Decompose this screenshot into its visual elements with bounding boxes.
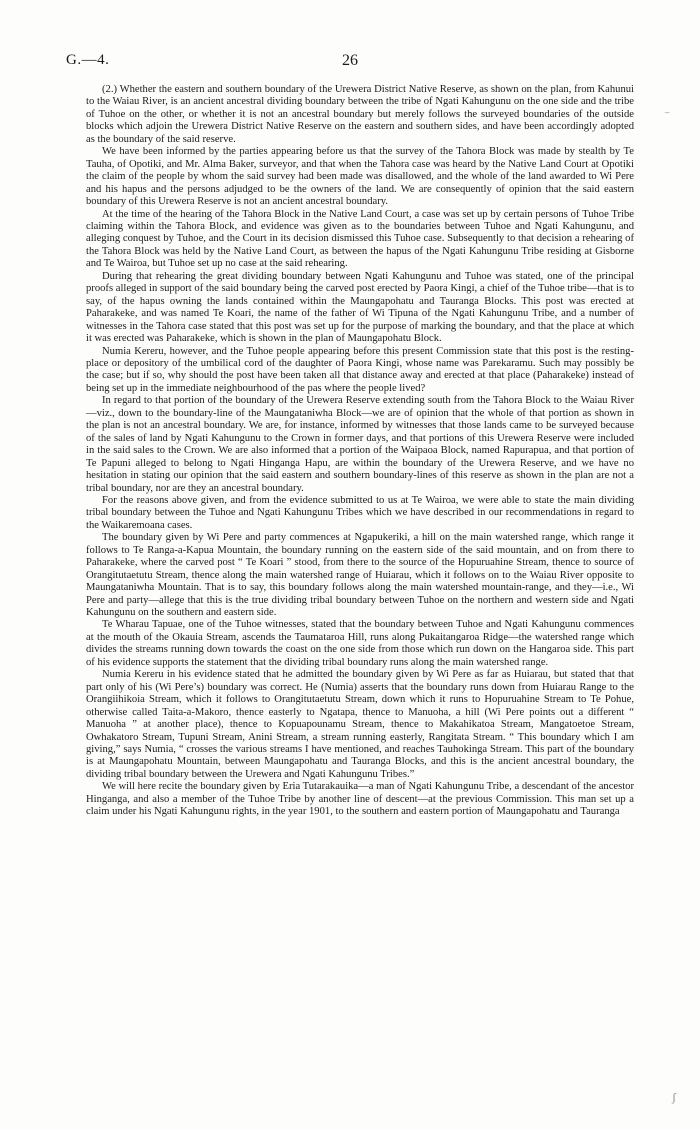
paragraph: Te Wharau Tapuae, one of the Tuhoe witnesses, stated that the boundary between Tuhoe and Ngati Kahungunu commences at the mouth of the Okauia Stream, ascends the Taumataroa Hill, runs along Pukaitangaroa Ridge—the watershed range which divides the streams running down towards the coast on the one side from those which run down on the Hangaroa side. This part of his evidence supports the statement that the dividing tribal boundary runs along the main watershed range. bbox=[86, 619, 634, 668]
paragraph: During that rehearing the great dividing boundary between Ngati Kahungunu and Tuhoe was stated, one of the principal proofs alleged in support of the said boundary being the carved post erected by Paora Kingi, a chief of the Tuhoe tribe—that is to say, of the hapus owning the lands contained within the Maungapohatu and Tauranga Blocks. This post was erected at Paharakeke, and was named Te Koari, the name of the father of Wi Tipuna of the Ngati Kahungunu Tribe, and a number of witnesses in the Tahora case stated that this post was set up for the purpose of marking the boundary, and that the place at which it was erected was Paharakeke, which is shown in the plan of Maungapohatu Block. bbox=[86, 270, 634, 345]
margin-tick-mark: ⁻ bbox=[664, 108, 671, 122]
page-header bbox=[66, 52, 634, 72]
paragraph: Numia Kereru in his evidence stated that he admitted the boundary given by Wi Pere as far as Huiarau, but stated that that part only of his (Wi Pere’s) boundary was correct. He (Numia) asserts that the boundary runs down from Huiarau Range to the Orangiihikoia Stream, which it follows to Orangitutaetutu Stream, down which it runs to Hopuruahine Stream to Te Pohue, otherwise called Taita-a-Makoro, thence easterly to Ngatapa, thence to Manuoha, a hill (Wi Pere points out a different “ Manuoha ” at another place), thence to Kopuapounamu Stream, thence to Makahikatoa Stream, Mangatoetoe Stream, Owhakatoro Stream, Tupuni Stream, Anini Stream, a stream running easterly, Rangitata Stream. “ This boundary which I am giving,” says Numia, “ crosses the various streams I have mentioned, and reaches Tauhokinga Stream. This part of the boundary is at Maungapohatu Mountain, between Maungapohatu and Tauranga Blocks, and this is the ancient ancestral boundary, the dividing tribal boundary between the Urewera and Ngati Kahungunu Tribes.” bbox=[86, 669, 634, 780]
body-text bbox=[86, 84, 634, 819]
paragraph: The boundary given by Wi Pere and party commences at Ngapukeriki, a hill on the main watershed range, which range it follows to Te Ranga-a-Kapua Mountain, the boundary running on the eastern side of the said mountain, and on from there to Paharakeke, where the carved post “ Te Koari ” stood, from there to the source of the Hopuruahine Stream, thence to source of Orangitutaetutu Stream, thence along the main watershed range of Huiarau, which it follows on to the Waiau River opposite to Maungataniwha Mountain. That is to say, this boundary follows along the main watershed mountain-range, and they—i.e., Wi Pere and party—allege that this is the true dividing tribal boundary between Tuhoe on the northern and western side and Ngati Kahungunu on the southern and eastern side. bbox=[86, 532, 634, 619]
paragraph: Numia Kereru, however, and the Tuhoe people appearing before this present Commission state that this post is the resting-place or depository of the umbilical cord of the daughter of Paora Kingi, whose name was Parekaramu. Such may possibly be the case; but if so, why should the post have been taken all that distance away and erected at that place (Paharakeke) instead of being set up in the immediate neighbourhood of the pas where the people lived? bbox=[86, 345, 634, 394]
page-number: 26 bbox=[342, 52, 358, 69]
paragraph: For the reasons above given, and from the evidence submitted to us at Te Wairoa, we were able to state the main dividing tribal boundary between the Tuhoe and Ngati Kahungunu Tribes which we have described in our recommendations in regard to the Waikaremoana cases. bbox=[86, 494, 634, 531]
paragraph: In regard to that portion of the boundary of the Urewera Reserve extending south from the Tahora Block to the Waiau River—viz., down to the boundary-line of the Maungataniwha Block—we are of opinion that the whole of that portion as shown in the plan is not an ancestral boundary. We are, for instance, informed by witnesses that those lands came to be surveyed because of the sales of land by Ngati Kahungunu to the Crown in former days, and that portions of this Urewera Reserve were included in the said sales to the Crown. We are also informed that a portion of the Waipaoa Block, named Rapurapua, and that portion of Te Papuni alleged to belong to Ngati Hinganga Hapu, are within the boundary of the Urewera Reserve, and we have no hesitation in stating our opinion that the said eastern and southern boundary-lines of this reserve as shown in the plan are not a tribal boundary, nor are they an ancestral boundary. bbox=[86, 395, 634, 494]
margin-scribble-mark: ʃ bbox=[672, 1090, 676, 1104]
paragraph: We have been informed by the parties appearing before us that the survey of the Tahora Block was made by stealth by Te Tauha, of Opotiki, and Mr. Alma Baker, surveyor, and that when the Tahora case was heard by the Native Land Court at Opotiki the claim of the people by whom the said survey had been made was disallowed, and the whole of the land awarded to Wi Pere and his hapus and the persons adjudged to be the owners of the land. We are consequently of opinion that the said eastern boundary of this Urewera Reserve is not an ancient ancestral boundary. bbox=[86, 146, 634, 208]
paragraph: We will here recite the boundary given by Eria Tutarakauika—a man of Ngati Kahungunu Tribe, a descendant of the ancestor Hinganga, and also a member of the Tuhoe Tribe by another line of descent—at the previous Commission. This man set up a claim under his Ngati Kahungunu rights, in the year 1901, to the southern and eastern portion of Maungapohatu and Tauranga bbox=[86, 781, 634, 818]
paragraph: At the time of the hearing of the Tahora Block in the Native Land Court, a case was set up by certain persons of Tuhoe Tribe claiming within the Tahora Block, and evidence was given as to the boundaries between Tuhoe and Ngati Kahungunu, and alleging conquest by Tuhoe, and the Court in its decision dismissed this Tuhoe case. Subsequently to that decision a rehearing of the Tahora Block was held by the Native Land Court, as between the hapus of the Ngati Kahungunu Tribe residing at Gisborne and Te Wairoa, but Tuhoe set up no case at the said rehearing. bbox=[86, 208, 634, 270]
paragraph: (2.) Whether the eastern and southern boundary of the Urewera District Native Reserve, as shown on the plan, from Kahunui to the Waiau River, is an ancient ancestral dividing boundary between the tribe of Ngati Kahungunu on the one side and the tribe of Tuhoe on the other, or whether it is not an ancestral boundary but merely follows the surveyed boundaries of the outside blocks which adjoin the Urewera District Native Reserve on the eastern and southern sides, and have been accordingly adopted as the boundary of the said reserve. bbox=[86, 84, 634, 145]
document-reference: G.—4. bbox=[66, 52, 110, 68]
